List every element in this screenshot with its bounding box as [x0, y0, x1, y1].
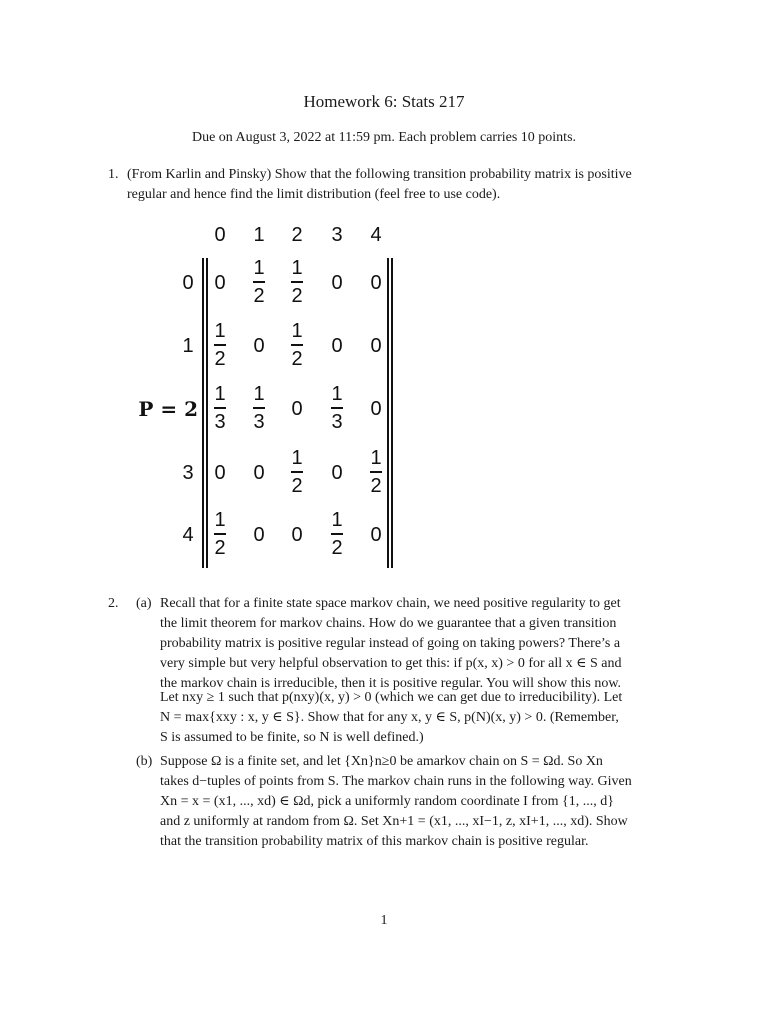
matrix-cell: 0 — [331, 462, 343, 484]
matrix-cell: 1 2 — [214, 320, 226, 370]
matrix-cell: 1 2 — [291, 447, 303, 497]
problem-1-line-2: regular and hence find the limit distribution (feel free to use code). — [127, 187, 501, 202]
matrix-row-label: 0 — [182, 272, 194, 294]
problem-1-number: 1. — [108, 167, 119, 182]
part-a-line: very simple but very helpful observation to get this: if p(x, x) > 0 for all x ∈ S and — [160, 656, 622, 671]
matrix-cell: 0 — [331, 335, 343, 357]
matrix-cell: 1 2 — [370, 447, 382, 497]
matrix-col-header: 3 — [331, 224, 343, 246]
part-a2-line: S is assumed to be finite, so N is well defined.) — [160, 730, 424, 745]
matrix-cell: 1 2 — [331, 509, 343, 559]
matrix-cell: 1 2 — [214, 509, 226, 559]
problem-2-number: 2. — [108, 596, 119, 611]
part-b-line: takes d−tuples of points from S. The markov chain runs in the following way. Given — [160, 774, 632, 789]
matrix-cell: 0 — [370, 272, 382, 294]
matrix-col-header: 0 — [214, 224, 226, 246]
part-a-line: the limit theorem for markov chains. How do we guarantee that a given transition — [160, 616, 617, 631]
matrix-cell: 0 — [291, 398, 303, 420]
part-a2-line: Let nxy ≥ 1 such that p(nxy)(x, y) > 0 (which we can get due to irreducibility). Let — [160, 690, 623, 705]
page-number: 1 — [380, 913, 388, 928]
matrix-cell: 0 — [214, 462, 226, 484]
part-a-line: probability matrix is positive regular instead of going on taking powers? There’s a — [160, 636, 621, 651]
part-b-line: and z uniformly at random from Ω. Set Xn+1 = (x1, ..., xI−1, z, xI+1, ..., xd). Show — [160, 814, 628, 829]
matrix-col-header: 1 — [253, 224, 265, 246]
matrix-col-header: 4 — [370, 224, 382, 246]
matrix-cell: 0 — [370, 335, 382, 357]
document-title: Homework 6: Stats 217 — [303, 92, 465, 111]
matrix-cell: 0 — [253, 335, 265, 357]
matrix-right-bar-2 — [391, 258, 393, 568]
matrix-cell: 1 2 — [291, 320, 303, 370]
matrix-cell: 1 3 — [253, 383, 265, 433]
matrix-left-bar-1 — [202, 258, 204, 568]
matrix-cell: 0 — [253, 524, 265, 546]
part-b-line: Suppose Ω is a finite set, and let {Xn}n≥0 be amarkov chain on S = Ωd. So Xn — [160, 754, 603, 769]
due-date-line: Due on August 3, 2022 at 11:59 pm. Each problem carries 10 points. — [191, 130, 577, 145]
matrix-cell: 0 — [331, 272, 343, 294]
part-a-text — [160, 594, 678, 694]
matrix-row-label: 1 — [182, 335, 194, 357]
part-a-line: the markov chain is irreducible, then it is positive regular. You will show this now. — [160, 676, 622, 691]
matrix-cell: 1 3 — [214, 383, 226, 433]
problem-1-line-1: (From Karlin and Pinsky) Show that the following transition probability matrix is positive — [127, 167, 632, 182]
matrix-col-header: 2 — [291, 224, 303, 246]
part-a-line: Recall that for a finite state space markov chain, we need positive regularity to get — [160, 596, 621, 611]
matrix-cell: 0 — [370, 398, 382, 420]
matrix-cell: 1 3 — [331, 383, 343, 433]
matrix-cell: 0 — [214, 272, 226, 294]
part-a-followup-text — [160, 688, 678, 748]
part-a-label: (a) — [136, 596, 152, 611]
matrix-row-label: 3 — [182, 462, 194, 484]
part-b-label: (b) — [136, 754, 153, 769]
matrix-row-label: 4 — [182, 524, 194, 546]
matrix-cell: 0 — [370, 524, 382, 546]
part-b-line: that the transition probability matrix of this markov chain is positive regular. — [160, 834, 589, 849]
part-a2-line: N = max{xxy : x, y ∈ S}. Show that for any x, y ∈ S, p(N)(x, y) > 0. (Remember, — [160, 710, 619, 725]
matrix-cell: 1 2 — [291, 257, 303, 307]
matrix-cell: 1 2 — [253, 257, 265, 307]
matrix-cell: 0 — [291, 524, 303, 546]
part-b-line: Xn = x = (x1, ..., xd) ∈ Ωd, pick a uniformly random coordinate I from {1, ..., d} — [160, 794, 614, 809]
part-b-text — [160, 752, 678, 852]
matrix-cell: 0 — [253, 462, 265, 484]
matrix-label: P = 2 — [138, 397, 198, 421]
